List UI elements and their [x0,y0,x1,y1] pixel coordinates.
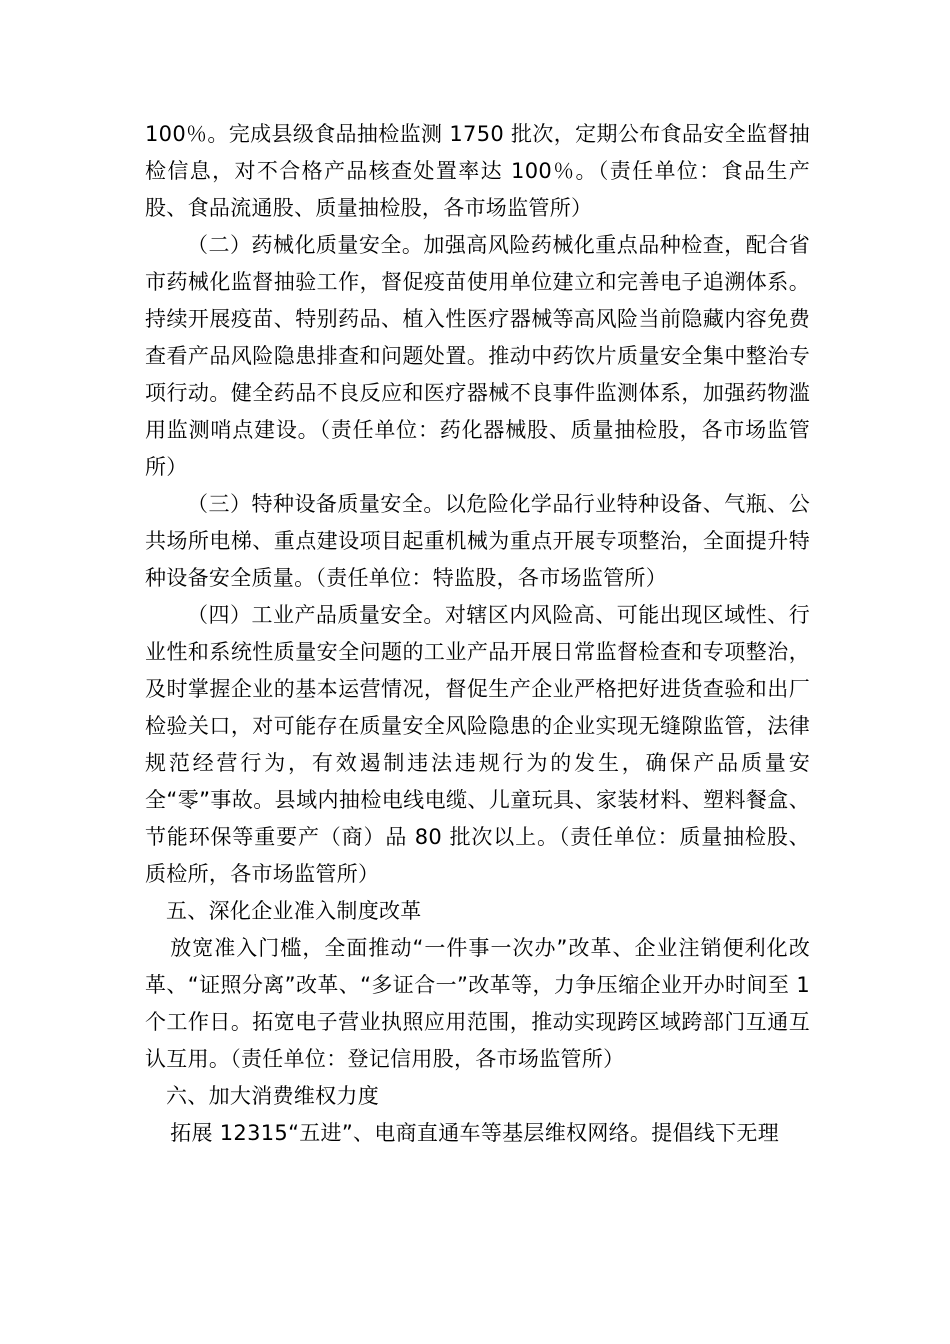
paragraph-enterprise-access-reform: 放宽准入门槛，全面推动“一件事一次办”改革、企业注销便利化改革、“证照分离”改革、“多证合一”改革等，力争压缩企业开办时间至 1 个工作日。拓宽电子营业执照应用范围，推动实现跨区域跨部门互通互认互用。（责任单位：登记信用股，各市场监管所） [145,936,810,1071]
paragraph-food-sampling: 100％。完成县级食品抽检监测 1750 批次，定期公布食品安全监督抽检信息，对不合格产品核查处置率达 100％。（责任单位：食品生产股、食品流通股、质量抽检股，各市场监管所） [145,122,810,220]
paragraph-drug-device-safety: （二）药械化质量安全。加强高风险药械化重点品种检查，配合省市药械化监督抽验工作，督促疫苗使用单位建立和完善电子追溯体系。持续开展疫苗、特别药品、植入性医疗器械等高风险当前隐藏内容免费查看产品风险隐患排查和问题处置。推动中药饮片质量安全集中整治专项行动。健全药品不良反应和医疗器械不良事件监测体系，加强药物滥用监测哨点建设。（责任单位：药化器械股、质量抽检股，各市场监管所） [145,233,810,479]
paragraph-special-equipment-safety: （三）特种设备质量安全。以危险化学品行业特种设备、气瓶、公共场所电梯、重点建设项目起重机械为重点开展专项整治，全面提升特种设备安全质量。（责任单位：特监股，各市场监管所） [145,492,810,590]
paragraph-industrial-product-safety: （四）工业产品质量安全。对辖区内风险高、可能出现区域性、行业性和系统性质量安全问题的工业产品开展日常监督检查和专项整治，及时掌握企业的基本运营情况，督促生产企业严格把好进货查验和出厂检验关口，对可能存在质量安全风险隐患的企业实现无缝隙监管，法律规范经营行为，有效遏制违法违规行为的发生，确保产品质量安全“零”事故。县域内抽检电线电缆、儿童玩具、家装材料、塑料餐盒、节能环保等重要产（商）品 80 批次以上。（责任单位：质量抽检股、质检所，各市场监管所） [145,603,810,886]
section-heading-enterprise-access-reform: 五、深化企业准入制度改革 [166,899,422,923]
paragraph-consumer-rights: 拓展 12315“五进”、电商直通车等基层维权网络。提倡线下无理 [170,1121,780,1145]
document-body [145,116,810,1152]
section-heading-consumer-rights: 六、加大消费维权力度 [166,1084,379,1108]
